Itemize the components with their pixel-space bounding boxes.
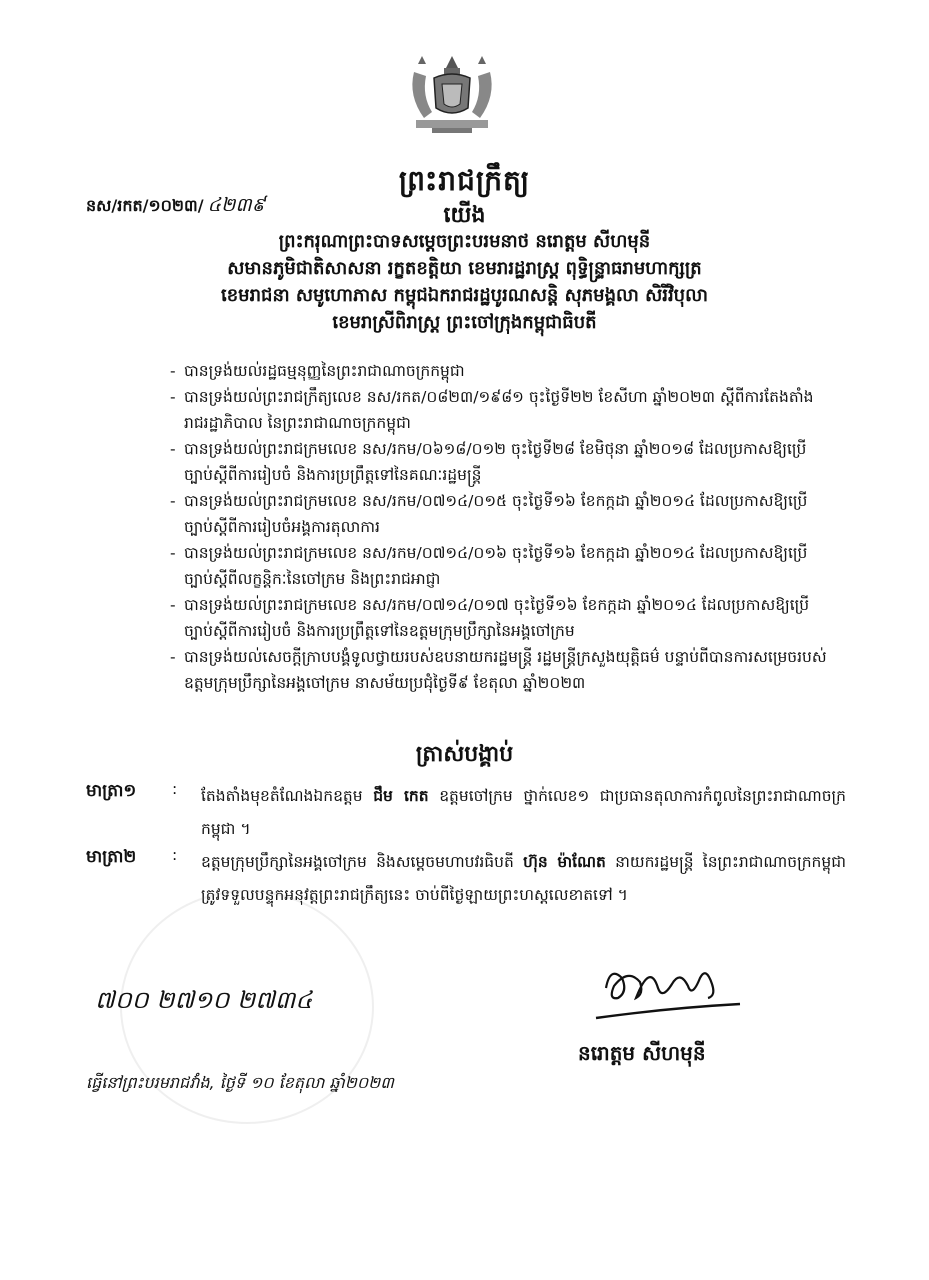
reference-number-printed: នស/រកត/១០២៣/ [86,196,204,215]
king-title-line: ព្រះករុណាព្រះបាទសម្តេចព្រះបរមនាថ នរោត្តម សីហមុនី [278,231,651,252]
king-title-line: សមានភូមិជាតិសាសនា រក្ខតខត្តិយា ខេមរារដ្ឋរាស្ត្រ ពុទ្ធិន្ទ្រាធរាមហាក្សត្រ [227,258,702,279]
appointee-name: ជឹម កេត [373,787,429,805]
place-and-date: ធ្វើនៅព្រះបរមរាជវាំង, ថ្ងៃទី ១០ ខែតុលា ឆ្នាំ២០២៣ [86,1073,394,1092]
king-title-line: ខេមរាជនា សមូហោភាស កម្ពុជឯករាជរដ្ឋបូរណសន្តិ សុភមង្គលា សិរីវិបុលា [221,285,708,306]
prime-minister-name: ហ៊ុន ម៉ាណែត [523,853,606,871]
we-heading: យើង [443,203,486,228]
recital-item: - បានទ្រង់យល់ព្រះរាជក្រមលេខ នស/រកម/០៧១៤/០១៥ ចុះថ្ងៃទី១៦ ខែកក្កដា ឆ្នាំ២០១៤ ដែលប្រកាសឱ្យប្រើច្បាប់ស្តីពីការរៀបចំអង្គការតុលាការ [170,492,808,536]
article-label: មាត្រា២ [86,847,137,867]
recital-item: - បានទ្រង់យល់ព្រះរាជក្រមលេខ នស/រកម/០៧១៤/០១៦ ចុះថ្ងៃទី១៦ ខែកក្កដា ឆ្នាំ២០១៤ ដែលប្រកាសឱ្យប្រើច្បាប់ស្តីពីលក្ខន្តិកៈនៃចៅក្រម និងព្រះរាជអាជ្ញា [170,544,808,588]
order-heading: ត្រាស់បង្គាប់ [415,742,514,767]
recital-item: - បានទ្រង់យល់រដ្ឋធម្មនុញ្ញនៃព្រះរាជាណាចក្រកម្ពុជា [170,362,465,380]
article-body: ឧត្តមក្រុមប្រឹក្សានៃអង្គចៅក្រម និងសម្តេចមហាបវរធិបតី ហ៊ុន ម៉ាណែត នាយករដ្ឋមន្ត្រី នៃព្រះរាជាណាចក្រកម្ពុជា ត្រូវទទួលបន្ទុកអនុវត្តព្រះរាជក្រឹត្យនេះ ចាប់ពីថ្ងៃឡាយព្រះហស្តលេខាតទៅ ។ [201,853,846,904]
royal-signature-icon [588,948,748,1028]
article-body: តែងតាំងមុខតំណែងឯកឧត្តម ជឹម កេត ឧត្តមចៅក្រម ថ្នាក់លេខ១ ជាប្រធានតុលាការកំពូលនៃព្រះរាជាណាចក្រកម្ពុជា ។ [201,787,846,838]
recital-item: - បានទ្រង់យល់ព្រះរាជក្រឹត្យលេខ នស/រកត/០៨២៣/១៩៨១ ចុះថ្ងៃទី២២ ខែសីហា ឆ្នាំ២០២៣ ស្តីពីការតែងតាំងរាជរដ្ឋាភិបាល នៃព្រះរាជាណាចក្រកម្ពុជា [170,388,814,432]
recital-item: - បានទ្រង់យល់ព្រះរាជក្រមលេខ នស/រកម/០៦១៨/០១២ ចុះថ្ងៃទី២៨ ខែមិថុនា ឆ្នាំ២០១៨ ដែលប្រកាសឱ្យប្រើច្បាប់ស្តីពីការរៀបចំ និងការប្រព្រឹត្តទៅនៃគណៈរដ្ឋមន្ត្រី [170,440,807,484]
reference-number-handwritten: ៤២៣៩ [207,194,266,216]
decree-title: ព្រះរាជក្រឹត្យ [398,164,531,197]
article-2: មាត្រា២ : ឧត្តមក្រុមប្រឹក្សានៃអង្គចៅក្រម និងសម្តេចមហាបវរធិបតី ហ៊ុន ម៉ាណែត នាយករដ្ឋមន្ត្រី នៃព្រះរាជាណាចក្រកម្ពុជា ត្រូវទទួលបន្ទុកអនុវត្តព្រះរាជក្រឹត្យនេះ ចាប់ពីថ្ងៃឡាយព្រះហស្តលេខាតទៅ ។ [86,846,846,912]
lunar-date: ៧០០ ២៧១០ ២៧៣៤ [95,986,313,1014]
recital-item: - បានទ្រង់យល់សេចក្តីក្រាបបង្គំទូលថ្វាយរបស់ឧបនាយករដ្ឋមន្ត្រី រដ្ឋមន្ត្រីក្រសួងយុត្តិធម៌ បន្ទាប់ពីបានការសម្រេចរបស់ឧត្តមក្រុមប្រឹក្សានៃអង្គចៅក្រម នាសម័យប្រជុំថ្ងៃទី៩ ខែតុលា ឆ្នាំ២០២៣ [170,648,827,692]
royal-coat-of-arms-icon [404,52,500,136]
signer-name: នរោត្តម សីហមុនី [578,1041,706,1065]
recitals-list [170,358,830,696]
article-label: មាត្រា១ [86,781,137,801]
recital-item: - បានទ្រង់យល់ព្រះរាជក្រមលេខ នស/រកម/០៧១៤/០១៧ ចុះថ្ងៃទី១៦ ខែកក្កដា ឆ្នាំ២០១៤ ដែលប្រកាសឱ្យប្រើច្បាប់ស្តីពីការរៀបចំ និងការប្រព្រឹត្តទៅនៃឧត្តមក្រុមប្រឹក្សានៃអង្គចៅក្រម [170,596,810,640]
article-1: មាត្រា១ : តែងតាំងមុខតំណែងឯកឧត្តម ជឹម កេត ឧត្តមចៅក្រម ថ្នាក់លេខ១ ជាប្រធានតុលាការកំពូលនៃព្រះរាជាណាចក្រកម្ពុជា ។ [86,780,846,846]
king-title-line: ខេមរាស្រីពិរាស្ត្រ ព្រះចៅក្រុងកម្ពុជាធិបតី [332,312,597,333]
king-title-block [0,228,929,336]
